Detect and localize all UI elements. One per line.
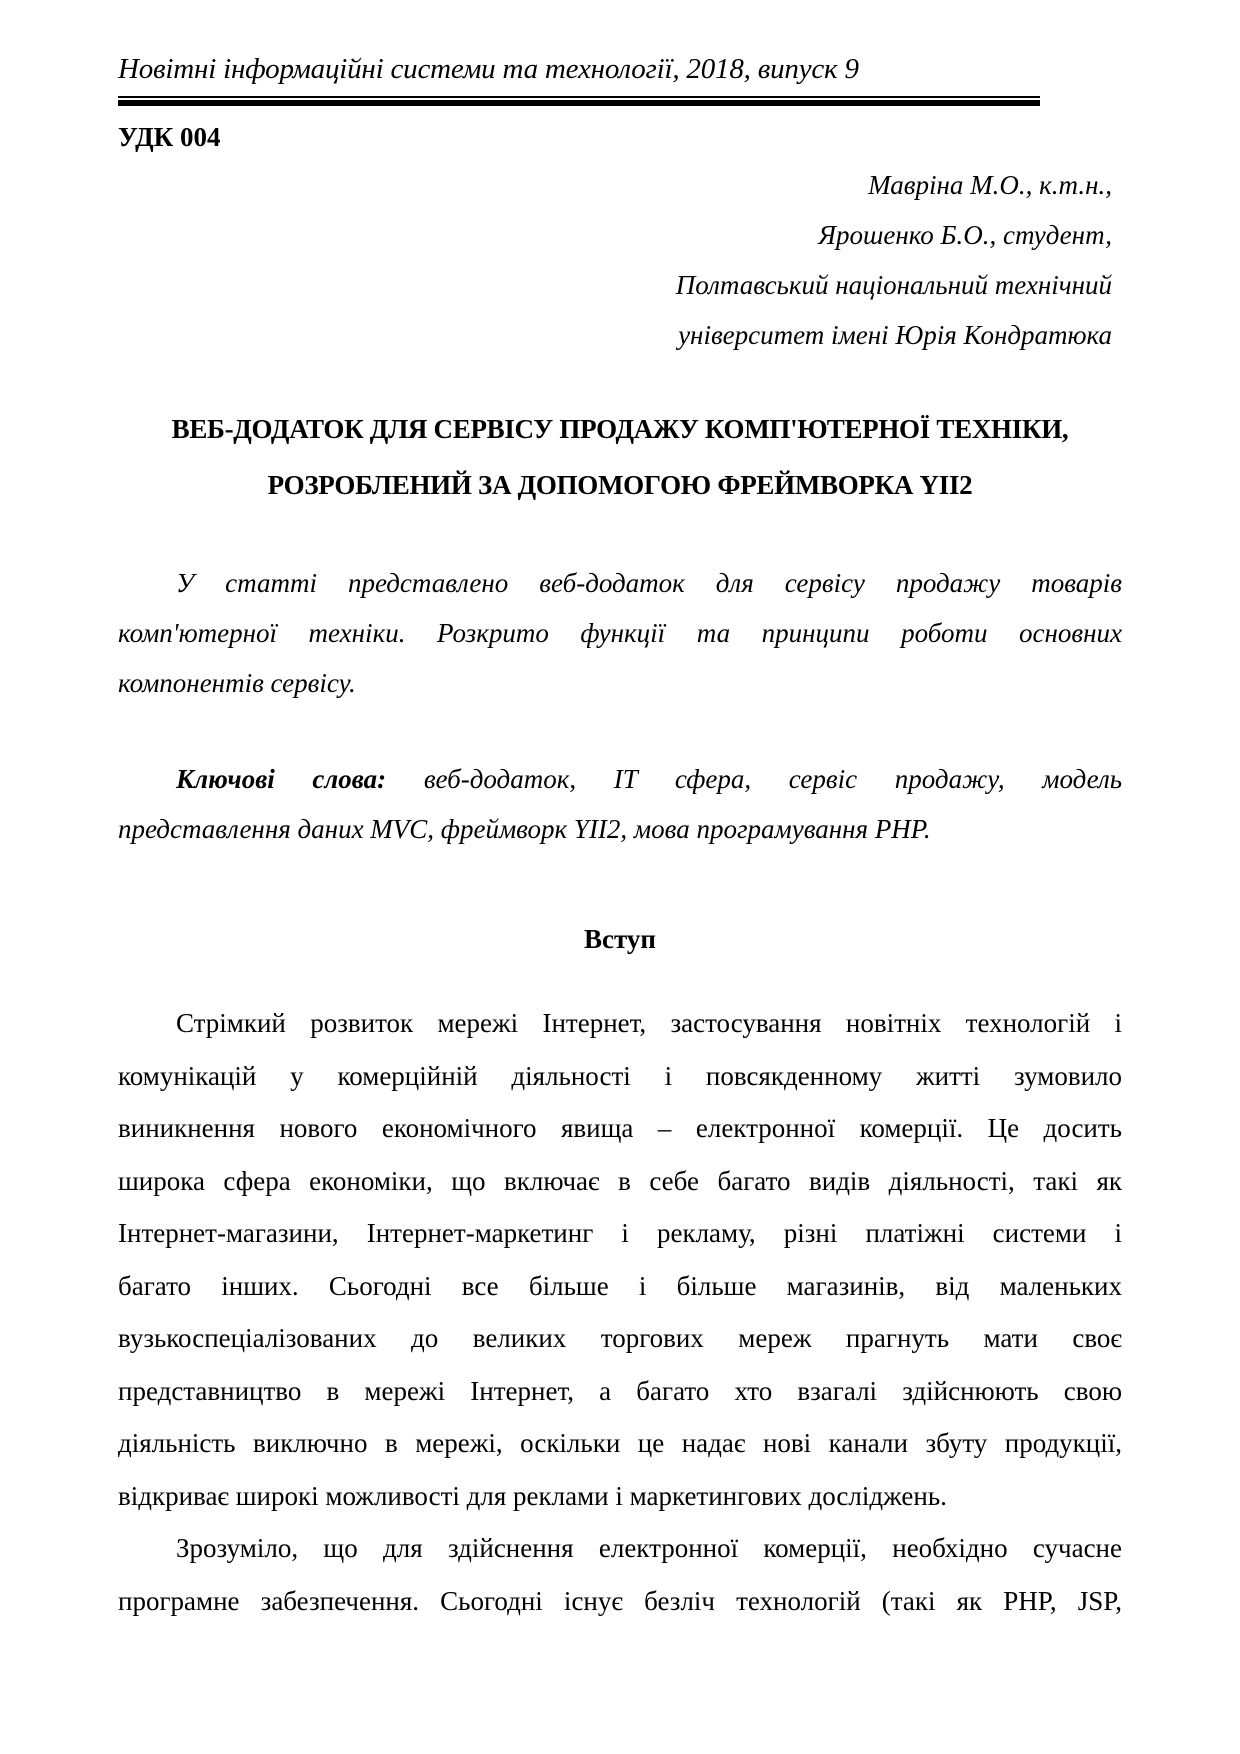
keywords-label: Ключові слова:	[176, 764, 387, 794]
udk-code: УДК 004	[118, 122, 221, 152]
body-line: Інтернет-магазини, Інтернет-маркетинг і рекламу, різні платіжні системи і	[118, 1218, 1122, 1248]
paper-title	[118, 412, 1122, 524]
body-line: багато інших. Сьогодні все більше і більше магазинів, від маленьких	[118, 1270, 1122, 1301]
abstract-line: компонентів сервісу.	[118, 668, 356, 698]
body-line: програмне забезпечення. Сьогодні існує безліч технологій (такі як PHP, JSP,	[118, 1585, 1122, 1616]
header-rule-thick	[118, 100, 1040, 106]
journal-running-header: Новітні інформаційні системи та технології, 2018, випуск 9	[118, 53, 859, 85]
body-text	[118, 1006, 1122, 1636]
abstract	[118, 566, 1122, 716]
author-block	[676, 168, 1112, 368]
section-heading: Вступ	[584, 924, 656, 954]
author-2: Ярошенко Б.О., студент,	[818, 220, 1112, 250]
title-line-1: ВЕБ-ДОДАТОК ДЛЯ СЕРВІСУ ПРОДАЖУ КОМП'ЮТЕРНОЇ ТЕХНІКИ,	[171, 414, 1069, 444]
body-line: виникнення нового економічного явища – електронної комерції. Це досить	[118, 1113, 1122, 1143]
body-line: Стрімкий розвиток мережі Інтернет, застосування новітніх технологій і	[176, 1008, 1122, 1038]
abstract-line: У статті представлено веб-додаток для сервісу продажу товарів	[176, 568, 1122, 598]
affiliation-line-2: університет імені Юрія Кондратюка	[678, 320, 1112, 350]
keywords	[118, 762, 1122, 862]
body-line: діяльність виключно в мережі, оскільки це надає нові канали збуту продукції,	[118, 1428, 1122, 1458]
abstract-line: комп'ютерної техніки. Розкрито функції та принципи роботи основних	[118, 618, 1122, 648]
affiliation-line-1: Полтавський національний технічний	[675, 270, 1112, 300]
header-rule-thin	[118, 96, 1040, 98]
body-line: комунікацій у комерційній діяльності і повсякденному житті зумовило	[118, 1060, 1122, 1091]
body-line: широка сфера економіки, що включає в себе багато видів діяльності, такі як	[118, 1165, 1122, 1196]
keywords-line-2: представлення даних MVC, фреймворк YII2, мова програмування PHP.	[118, 814, 931, 844]
body-line: відкриває широкі можливості для реклами і маркетингових досліджень.	[118, 1480, 947, 1511]
author-1: Мавріна М.О., к.т.н.,	[868, 170, 1112, 200]
body-line: Зрозуміло, що для здійснення електронної комерції, необхідно сучасне	[176, 1533, 1122, 1563]
title-line-2: РОЗРОБЛЕНИЙ ЗА ДОПОМОГОЮ ФРЕЙМВОРКА YII2	[267, 470, 973, 500]
body-line: представництво в мережі Інтернет, а багато хто взагалі здійснюють свою	[118, 1375, 1122, 1406]
body-line: вузькоспеціалізованих до великих торгових мереж прагнуть мати своє	[118, 1323, 1122, 1353]
keywords-line-1	[118, 762, 1122, 812]
keywords-text-1: веб-додаток, IT сфера, сервіс продажу, модель	[423, 764, 1122, 794]
